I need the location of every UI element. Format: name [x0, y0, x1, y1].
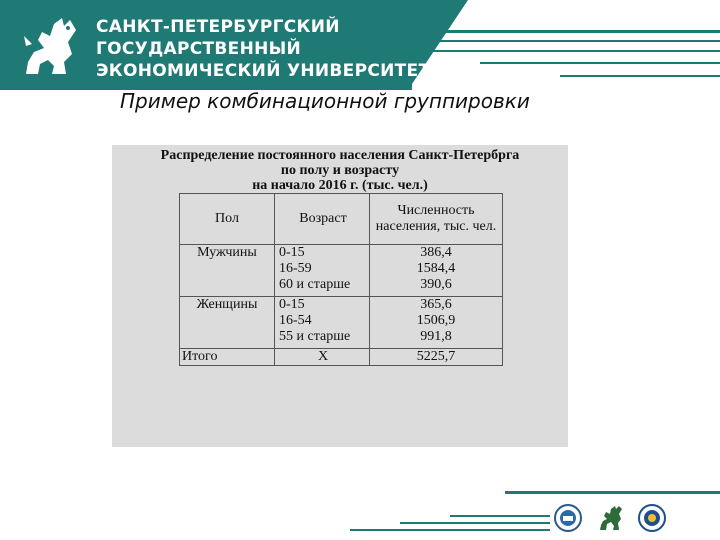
griffin-logo-icon: [18, 14, 84, 80]
header-rule: [404, 40, 720, 42]
age-value: 55 и старше: [279, 329, 351, 344]
age-value: 0-15: [279, 297, 305, 312]
footer-emblems: [552, 500, 672, 534]
age-cell: [275, 297, 370, 349]
caption-line: по полу и возрасту: [280, 163, 400, 178]
footer-rule: [505, 491, 720, 494]
document-image: [112, 145, 568, 447]
population-value: 365,6: [420, 297, 452, 312]
slide-title: Пример комбинационной группировки: [120, 89, 530, 113]
age-value: 60 и старше: [279, 277, 351, 292]
population-value: 991,8: [420, 329, 452, 344]
column-header: Возраст: [275, 194, 370, 245]
age-value: 16-59: [279, 261, 312, 276]
age-value: 0-15: [279, 245, 305, 260]
population-value: 390,6: [420, 277, 452, 292]
caption-line: Распределение постоянного населения Санкт-Петербрга: [160, 148, 520, 163]
university-name-line: ЭКОНОМИЧЕСКИЙ УНИВЕРСИТЕТ: [96, 61, 431, 81]
footer-rule: [400, 522, 550, 524]
population-value: 1584,4: [416, 261, 456, 276]
total-value: 5225,7: [370, 349, 503, 366]
caption-line: на начало 2016 г. (тыс. чел.): [252, 178, 428, 193]
header-rule: [358, 30, 720, 33]
table-row: [180, 245, 503, 297]
institute-emblem-icon: [638, 504, 666, 532]
griffin-emblem-icon: [596, 504, 624, 532]
age-cell: [275, 245, 370, 297]
total-label: Итого: [180, 349, 275, 366]
university-name: [96, 16, 430, 82]
university-name-line: ГОСУДАРСТВЕННЫЙ: [96, 39, 302, 59]
table-row: [180, 297, 503, 349]
value-cell: [370, 297, 503, 349]
header-rule: [480, 62, 720, 64]
population-value: 386,4: [420, 245, 452, 260]
total-age-cell: Х: [275, 349, 370, 366]
table-caption: [112, 148, 568, 193]
population-value: 1506,9: [416, 313, 456, 328]
value-cell: [370, 245, 503, 297]
header-rule: [430, 50, 720, 52]
column-header: Пол: [180, 194, 275, 245]
sex-cell: Женщины: [180, 297, 275, 349]
footer-rule: [450, 515, 550, 517]
footer-rule: [350, 529, 550, 531]
table-total-row: [180, 349, 503, 366]
population-table: [179, 193, 503, 366]
sex-cell: Мужчины: [180, 245, 275, 297]
header-rule: [560, 75, 720, 77]
table-header-row: [180, 194, 503, 245]
university-emblem-icon: [554, 504, 582, 532]
age-value: 16-54: [279, 313, 312, 328]
university-name-line: САНКТ-ПЕТЕРБУРГСКИЙ: [96, 17, 340, 37]
column-header: Численность населения, тыс. чел.: [370, 194, 503, 245]
